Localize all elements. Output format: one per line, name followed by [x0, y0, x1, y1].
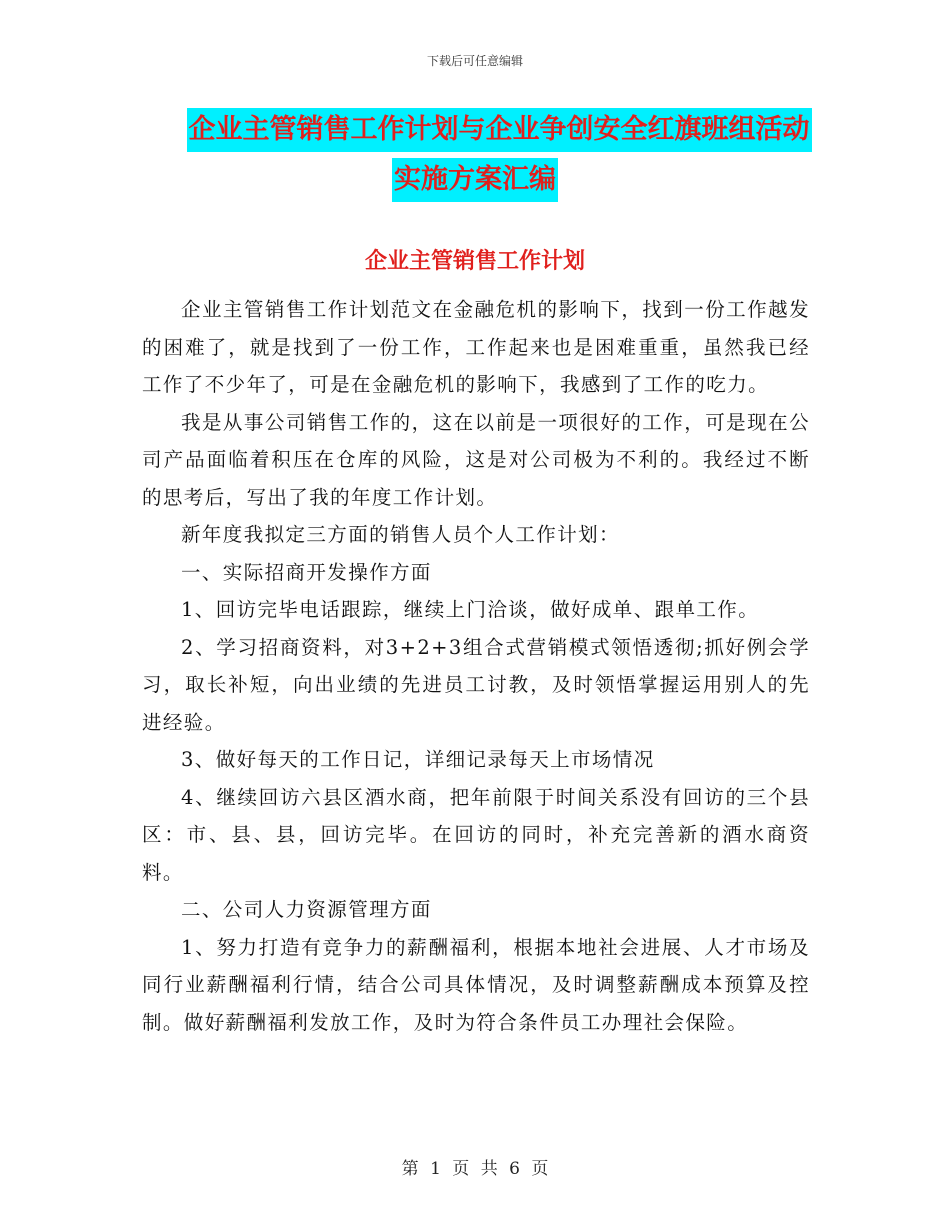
paragraph: 新年度我拟定三方面的销售人员个人工作计划： [181, 523, 620, 546]
title-line-1: 企业主管销售工作计划与企业争创安全红旗班组活动 [187, 108, 812, 152]
paragraph: 一、实际招商开发操作方面 [181, 560, 432, 584]
paragraph: 3、做好每天的工作日记，详细记录每天上市场情况 [181, 748, 655, 771]
paragraph: 1、回访完毕电话跟踪，继续上门洽谈，做好成单、跟单工作。 [181, 598, 760, 621]
page-number-footer: 第 1 页 共 6 页 [401, 1159, 549, 1179]
paragraph: 1、努力打造有竞争力的薪酬福利，根据本地社会进展、人才市场及同行业薪酬福利行情，结合公司具体情况，及时调整薪酬成本预算及控制。做好薪酬福利发放工作，及时为符合条件员工办理社会保险。 [142, 935, 810, 1034]
paragraph: 4、继续回访六县区酒水商，把年前限于时间关系没有回访的三个县区：市、县、县，回访完毕。在回访的同时，补充完善新的酒水商资料。 [142, 785, 810, 884]
paragraph: 企业主管销售工作计划范文在金融危机的影响下，找到一份工作越发的困难了，就是找到了一份工作，工作起来也是困难重重，虽然我已经工作了不少年了，可是在金融危机的影响下，我感到了工作的吃力。 [142, 298, 810, 396]
section-title: 企业主管销售工作计划 [364, 248, 585, 274]
paragraph: 2、学习招商资料，对3+2+3组合式营销模式领悟透彻;抓好例会学习，取长补短，向出业绩的先进员工讨教，及时领悟掌握运用别人的先进经验。 [142, 635, 810, 734]
header-note: 下载后可任意编辑 [426, 54, 523, 68]
paragraph: 二、公司人力资源管理方面 [181, 898, 432, 921]
body-text [142, 291, 810, 1041]
paragraph: 我是从事公司销售工作的，这在以前是一项很好的工作，可是现在公司产品面临着积压在仓库的风险，这是对公司极为不利的。我经过不断的思考后，写出了我的年度工作计划。 [142, 410, 810, 509]
document-title [0, 108, 950, 208]
title-line-2: 实施方案汇编 [392, 158, 558, 202]
